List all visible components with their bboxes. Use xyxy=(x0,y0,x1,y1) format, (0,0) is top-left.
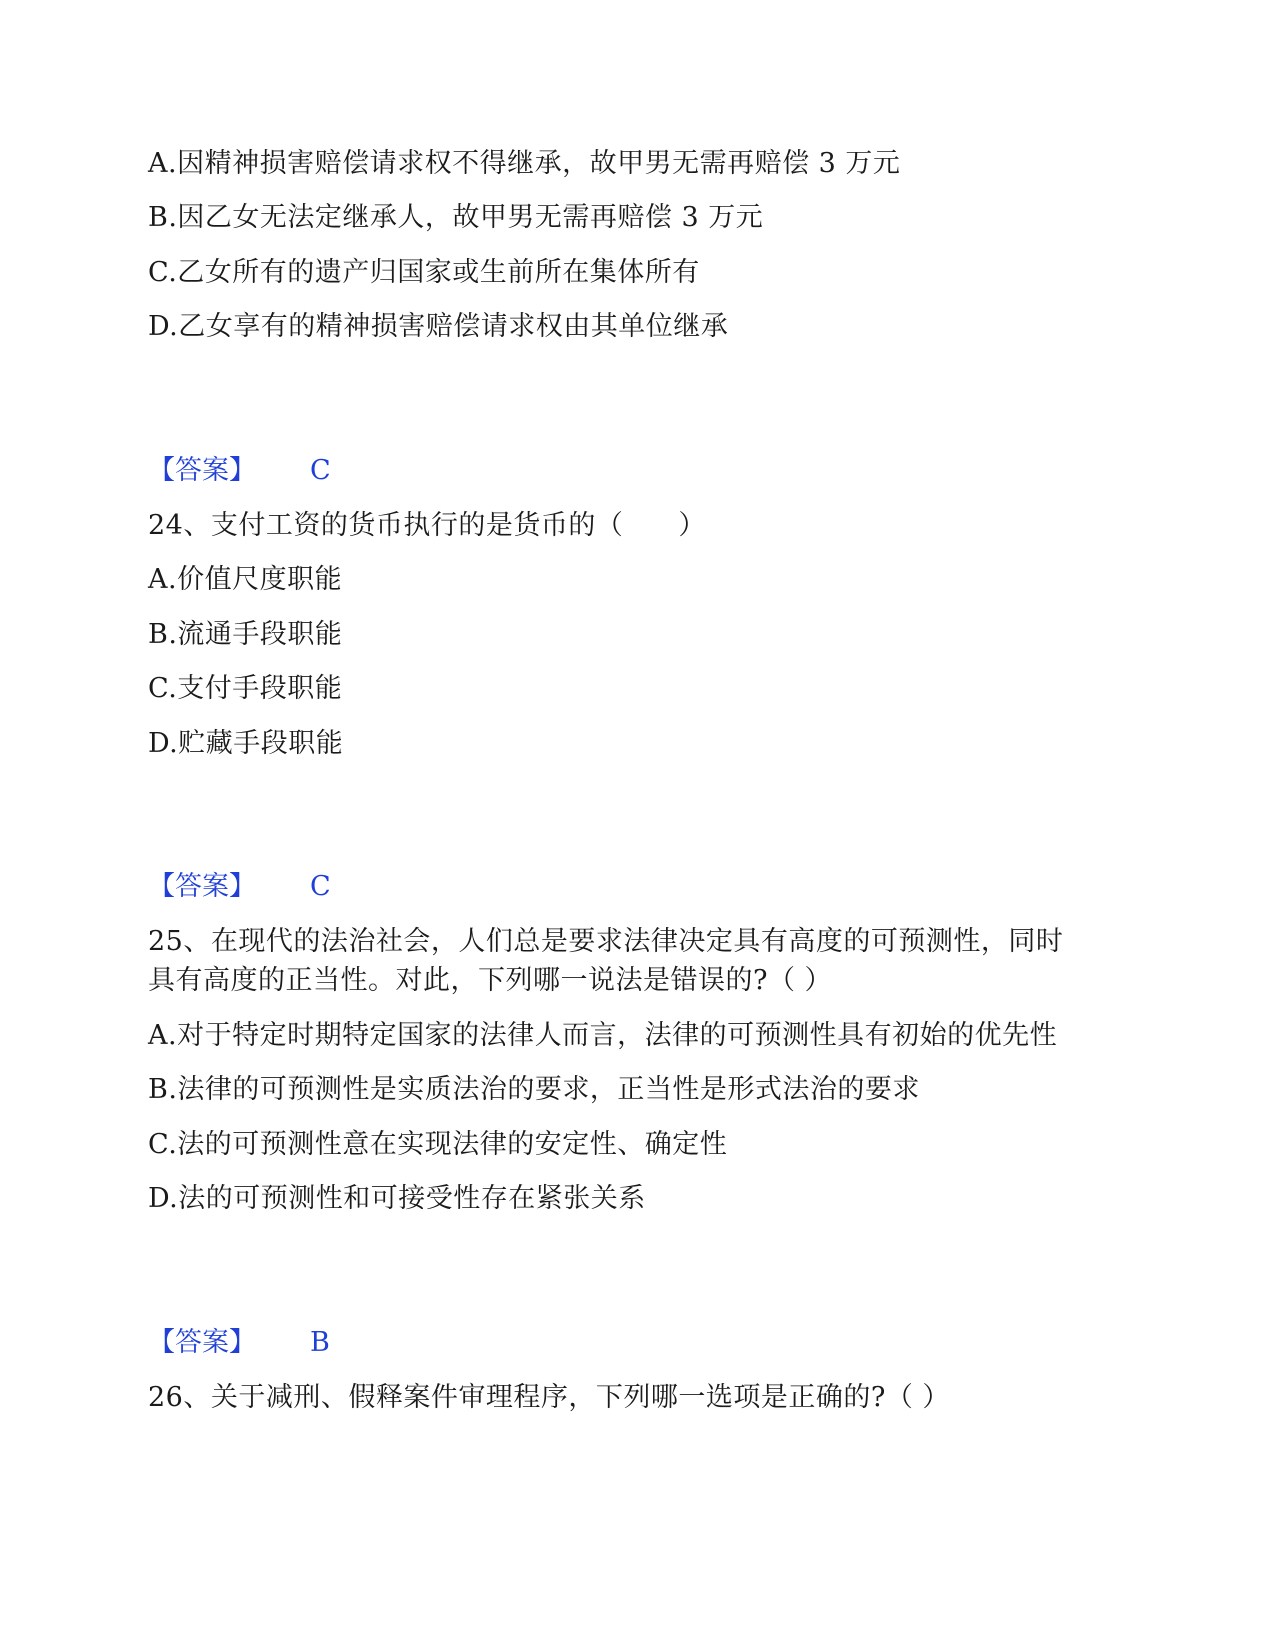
q25-question-line2: 具有高度的正当性。对此，下列哪一说法是错误的?（ ） xyxy=(148,965,833,996)
q24-option-c: C.支付手段职能 xyxy=(148,673,343,704)
answer-label: 【答案】 xyxy=(148,871,256,902)
q25-option-b: B.法律的可预测性是实质法治的要求，正当性是形式法治的要求 xyxy=(148,1074,920,1105)
answer-value: B xyxy=(310,1327,330,1358)
q24-option-b: B.流通手段职能 xyxy=(148,619,343,650)
q25-option-c: C.法的可预测性意在实现法律的安定性、确定性 xyxy=(148,1129,728,1160)
q23-option-a: A.因精神损害赔偿请求权不得继承，故甲男无需再赔偿 3 万元 xyxy=(148,148,901,179)
q26-question: 26、关于减刑、假释案件审理程序，下列哪一选项是正确的?（ ） xyxy=(148,1382,950,1413)
q23-option-d: D.乙女享有的精神损害赔偿请求权由其单位继承 xyxy=(148,311,729,342)
q24-option-d: D.贮藏手段职能 xyxy=(148,728,344,759)
q24-answer xyxy=(148,870,331,904)
q25-question-line1: 25、在现代的法治社会，人们总是要求法律决定具有高度的可预测性，同时 xyxy=(148,926,1064,957)
q25-option-d: D.法的可预测性和可接受性存在紧张关系 xyxy=(148,1183,646,1214)
answer-value: C xyxy=(310,455,331,486)
q23-answer xyxy=(148,454,331,488)
q24-option-a: A.价值尺度职能 xyxy=(148,564,343,595)
q23-option-b: B.因乙女无法定继承人，故甲男无需再赔偿 3 万元 xyxy=(148,202,764,233)
q24-question: 24、支付工资的货币执行的是货币的（ ） xyxy=(148,510,706,541)
answer-value: C xyxy=(310,871,331,902)
answer-label: 【答案】 xyxy=(148,1327,256,1358)
q23-option-c: C.乙女所有的遗产归国家或生前所在集体所有 xyxy=(148,257,700,288)
q25-answer xyxy=(148,1326,330,1360)
answer-label: 【答案】 xyxy=(148,455,256,486)
q25-option-a: A.对于特定时期特定国家的法律人而言，法律的可预测性具有初始的优先性 xyxy=(148,1020,1058,1051)
